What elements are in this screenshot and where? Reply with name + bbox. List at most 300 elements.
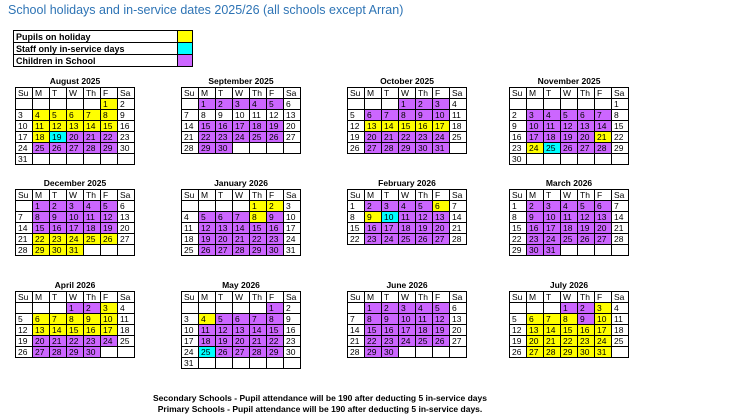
day-cell: 12: [348, 121, 365, 132]
day-cell: 28: [595, 143, 612, 154]
month-title: June 2026: [386, 280, 428, 290]
day-cell: 12: [510, 325, 527, 336]
day-cell: 4: [561, 201, 578, 212]
empty-day-cell: [595, 99, 612, 110]
legend: [13, 30, 193, 67]
day-cell: 20: [33, 336, 50, 347]
empty-day-cell: [284, 143, 301, 154]
day-cell: 18: [84, 223, 101, 234]
day-cell: 11: [399, 212, 416, 223]
day-cell: 14: [544, 325, 561, 336]
weekday-header: W: [561, 88, 578, 99]
empty-day-cell: [450, 143, 467, 154]
day-cell: 18: [612, 325, 629, 336]
empty-day-cell: [612, 347, 629, 358]
day-cell: 2: [216, 99, 233, 110]
day-cell: 8: [267, 314, 284, 325]
empty-day-cell: [33, 154, 50, 165]
day-cell: 17: [16, 132, 33, 143]
weekday-header: M: [199, 292, 216, 303]
day-cell: 23: [216, 132, 233, 143]
day-cell: 24: [67, 234, 84, 245]
empty-day-cell: [50, 99, 67, 110]
weekday-header: Su: [510, 190, 527, 201]
month-calendar: [509, 178, 629, 256]
day-cell: 25: [612, 336, 629, 347]
empty-day-cell: [84, 154, 101, 165]
day-cell: 1: [250, 201, 267, 212]
day-cell: 11: [84, 212, 101, 223]
day-cell: 26: [348, 143, 365, 154]
day-cell: 1: [612, 99, 629, 110]
empty-day-cell: [250, 143, 267, 154]
day-cell: 23: [50, 234, 67, 245]
month-grid: [15, 87, 135, 165]
day-cell: 2: [50, 201, 67, 212]
day-cell: 2: [118, 99, 135, 110]
day-cell: 18: [450, 121, 467, 132]
day-cell: 17: [182, 336, 199, 347]
day-cell: 28: [182, 143, 199, 154]
day-cell: 17: [233, 121, 250, 132]
day-cell: 7: [612, 201, 629, 212]
day-cell: 1: [267, 303, 284, 314]
day-cell: 4: [450, 99, 467, 110]
day-cell: 10: [544, 212, 561, 223]
weekday-header: Su: [348, 88, 365, 99]
day-cell: 23: [382, 336, 399, 347]
day-cell: 23: [416, 132, 433, 143]
day-cell: 9: [84, 314, 101, 325]
legend-label: Children in School: [14, 55, 178, 67]
empty-day-cell: [182, 201, 199, 212]
day-cell: 19: [561, 132, 578, 143]
day-cell: 21: [450, 223, 467, 234]
month-title: October 2025: [380, 76, 434, 86]
weekday-header: M: [365, 292, 382, 303]
day-cell: 3: [233, 99, 250, 110]
day-cell: 30: [510, 154, 527, 165]
day-cell: 6: [450, 303, 467, 314]
footer-secondary-note: Secondary Schools - Pupil attendance will be 190 after deducting 5 in-service days: [153, 393, 487, 403]
day-cell: 29: [101, 143, 118, 154]
day-cell: 13: [216, 223, 233, 234]
empty-day-cell: [348, 303, 365, 314]
day-cell: 6: [365, 110, 382, 121]
day-cell: 27: [284, 132, 301, 143]
day-cell: 1: [399, 99, 416, 110]
empty-day-cell: [16, 303, 33, 314]
day-cell: 14: [182, 121, 199, 132]
empty-day-cell: [216, 201, 233, 212]
day-cell: 25: [118, 336, 135, 347]
day-cell: 22: [67, 336, 84, 347]
weekday-header: Th: [578, 88, 595, 99]
weekday-header: Sa: [118, 190, 135, 201]
weekday-header: W: [67, 292, 84, 303]
day-cell: 5: [510, 314, 527, 325]
month-title: December 2025: [43, 178, 107, 188]
day-cell: 25: [450, 132, 467, 143]
empty-day-cell: [433, 347, 450, 358]
day-cell: 30: [118, 143, 135, 154]
weekday-header: W: [399, 88, 416, 99]
day-cell: 23: [365, 234, 382, 245]
weekday-header: Su: [510, 88, 527, 99]
day-cell: 4: [544, 110, 561, 121]
day-cell: 4: [118, 303, 135, 314]
weekday-header: Su: [16, 88, 33, 99]
day-cell: 12: [561, 121, 578, 132]
day-cell: 10: [595, 314, 612, 325]
day-cell: 20: [67, 132, 84, 143]
day-cell: 25: [182, 245, 199, 256]
weekday-header: Sa: [612, 88, 629, 99]
day-cell: 24: [233, 132, 250, 143]
day-cell: 3: [433, 99, 450, 110]
weekday-header: Th: [250, 292, 267, 303]
empty-day-cell: [233, 143, 250, 154]
weekday-header: Th: [84, 190, 101, 201]
day-cell: 26: [16, 347, 33, 358]
day-cell: 14: [250, 325, 267, 336]
legend-row-holiday: [14, 31, 193, 43]
empty-day-cell: [182, 99, 199, 110]
empty-day-cell: [527, 99, 544, 110]
day-cell: 15: [561, 325, 578, 336]
day-cell: 11: [199, 325, 216, 336]
day-cell: 27: [450, 336, 467, 347]
day-cell: 10: [527, 121, 544, 132]
day-cell: 6: [527, 314, 544, 325]
weekday-header: T: [216, 88, 233, 99]
day-cell: 29: [199, 143, 216, 154]
weekday-header: Su: [348, 292, 365, 303]
day-cell: 4: [199, 314, 216, 325]
weekday-header: M: [33, 292, 50, 303]
day-cell: 20: [433, 223, 450, 234]
day-cell: 15: [510, 223, 527, 234]
empty-day-cell: [544, 303, 561, 314]
month-calendar: [181, 76, 301, 154]
empty-day-cell: [33, 303, 50, 314]
month-grid: [509, 291, 629, 358]
weekday-header: T: [50, 190, 67, 201]
day-cell: 14: [348, 325, 365, 336]
day-cell: 5: [199, 212, 216, 223]
day-cell: 13: [284, 110, 301, 121]
day-cell: 30: [416, 143, 433, 154]
day-cell: 9: [50, 212, 67, 223]
day-cell: 4: [612, 303, 629, 314]
day-cell: 5: [433, 303, 450, 314]
day-cell: 5: [561, 110, 578, 121]
month-grid: [509, 87, 629, 165]
day-cell: 8: [399, 110, 416, 121]
weekday-header: Th: [416, 292, 433, 303]
day-cell: 7: [382, 110, 399, 121]
day-cell: 26: [50, 143, 67, 154]
month-grid: [509, 189, 629, 256]
weekday-header: Sa: [118, 292, 135, 303]
day-cell: 10: [182, 325, 199, 336]
day-cell: 25: [561, 234, 578, 245]
day-cell: 31: [544, 245, 561, 256]
day-cell: 21: [382, 132, 399, 143]
day-cell: 19: [416, 223, 433, 234]
day-cell: 15: [612, 121, 629, 132]
day-cell: 26: [510, 347, 527, 358]
day-cell: 7: [84, 110, 101, 121]
day-cell: 20: [284, 121, 301, 132]
day-cell: 31: [182, 358, 199, 369]
day-cell: 6: [67, 110, 84, 121]
day-cell: 3: [101, 303, 118, 314]
weekday-header: F: [433, 190, 450, 201]
day-cell: 30: [50, 245, 67, 256]
empty-day-cell: [250, 303, 267, 314]
day-cell: 12: [216, 325, 233, 336]
day-cell: 5: [578, 201, 595, 212]
empty-day-cell: [84, 99, 101, 110]
legend-label: Pupils on holiday: [14, 31, 178, 43]
month-grid: [347, 189, 467, 245]
month-title: February 2026: [378, 178, 436, 188]
day-cell: 4: [399, 201, 416, 212]
day-cell: 3: [527, 110, 544, 121]
day-cell: 24: [433, 132, 450, 143]
day-cell: 10: [67, 212, 84, 223]
day-cell: 23: [118, 132, 135, 143]
weekday-header: M: [527, 190, 544, 201]
day-cell: 18: [416, 325, 433, 336]
empty-day-cell: [578, 154, 595, 165]
day-cell: 26: [561, 143, 578, 154]
legend-swatch-school: [178, 55, 193, 67]
day-cell: 22: [399, 132, 416, 143]
day-cell: 10: [284, 212, 301, 223]
day-cell: 2: [267, 201, 284, 212]
day-cell: 31: [67, 245, 84, 256]
day-cell: 15: [399, 121, 416, 132]
day-cell: 27: [67, 143, 84, 154]
day-cell: 2: [84, 303, 101, 314]
day-cell: 23: [284, 336, 301, 347]
empty-day-cell: [284, 358, 301, 369]
day-cell: 19: [216, 336, 233, 347]
day-cell: 4: [33, 110, 50, 121]
day-cell: 24: [16, 143, 33, 154]
weekday-header: T: [50, 292, 67, 303]
weekday-header: T: [216, 190, 233, 201]
day-cell: 24: [182, 347, 199, 358]
legend-swatch-inservice: [178, 43, 193, 55]
day-cell: 9: [118, 110, 135, 121]
day-cell: 15: [250, 223, 267, 234]
weekday-header: M: [365, 190, 382, 201]
empty-day-cell: [612, 245, 629, 256]
day-cell: 21: [16, 234, 33, 245]
day-cell: 14: [595, 121, 612, 132]
day-cell: 3: [67, 201, 84, 212]
day-cell: 2: [365, 201, 382, 212]
day-cell: 21: [233, 234, 250, 245]
day-cell: 28: [382, 143, 399, 154]
weekday-header: M: [527, 292, 544, 303]
empty-day-cell: [101, 347, 118, 358]
empty-day-cell: [67, 154, 84, 165]
day-cell: 12: [267, 110, 284, 121]
empty-day-cell: [561, 99, 578, 110]
day-cell: 16: [118, 121, 135, 132]
day-cell: 24: [284, 234, 301, 245]
day-cell: 4: [84, 201, 101, 212]
day-cell: 30: [84, 347, 101, 358]
day-cell: 11: [250, 110, 267, 121]
day-cell: 30: [382, 347, 399, 358]
day-cell: 17: [527, 132, 544, 143]
weekday-header: Th: [250, 88, 267, 99]
day-cell: 24: [399, 336, 416, 347]
empty-day-cell: [578, 245, 595, 256]
day-cell: 6: [118, 201, 135, 212]
day-cell: 13: [595, 212, 612, 223]
day-cell: 9: [365, 212, 382, 223]
day-cell: 6: [284, 99, 301, 110]
month-calendar: [15, 76, 135, 165]
day-cell: 22: [612, 132, 629, 143]
day-cell: 13: [33, 325, 50, 336]
weekday-header: Th: [84, 88, 101, 99]
weekday-header: T: [544, 190, 561, 201]
day-cell: 18: [199, 336, 216, 347]
day-cell: 25: [84, 234, 101, 245]
day-cell: 20: [527, 336, 544, 347]
weekday-header: T: [544, 292, 561, 303]
day-cell: 17: [101, 325, 118, 336]
day-cell: 11: [33, 121, 50, 132]
day-cell: 21: [182, 132, 199, 143]
day-cell: 30: [284, 347, 301, 358]
weekday-header: T: [382, 292, 399, 303]
day-cell: 22: [561, 336, 578, 347]
day-cell: 11: [182, 223, 199, 234]
day-cell: 6: [595, 201, 612, 212]
empty-day-cell: [527, 303, 544, 314]
day-cell: 17: [382, 223, 399, 234]
day-cell: 15: [101, 121, 118, 132]
month-calendar: [181, 178, 301, 256]
day-cell: 19: [199, 234, 216, 245]
weekday-header: M: [199, 190, 216, 201]
day-cell: 8: [510, 212, 527, 223]
day-cell: 28: [450, 234, 467, 245]
empty-day-cell: [348, 99, 365, 110]
day-cell: 9: [527, 212, 544, 223]
weekday-header: Sa: [118, 88, 135, 99]
month-title: April 2026: [54, 280, 96, 290]
weekday-header: W: [561, 190, 578, 201]
day-cell: 15: [33, 223, 50, 234]
month-grid: [347, 291, 467, 358]
weekday-header: Su: [348, 190, 365, 201]
day-cell: 25: [416, 336, 433, 347]
empty-day-cell: [267, 358, 284, 369]
month-grid: [15, 291, 135, 358]
day-cell: 29: [510, 245, 527, 256]
month-title: September 2025: [208, 76, 274, 86]
day-cell: 8: [612, 110, 629, 121]
day-cell: 31: [595, 347, 612, 358]
day-cell: 16: [416, 121, 433, 132]
day-cell: 8: [199, 110, 216, 121]
empty-day-cell: [544, 154, 561, 165]
day-cell: 4: [416, 303, 433, 314]
empty-day-cell: [365, 99, 382, 110]
weekday-header: Th: [578, 190, 595, 201]
day-cell: 18: [182, 234, 199, 245]
day-cell: 7: [50, 314, 67, 325]
month-calendar: [347, 178, 467, 245]
empty-day-cell: [233, 358, 250, 369]
day-cell: 8: [561, 314, 578, 325]
day-cell: 21: [612, 223, 629, 234]
empty-day-cell: [101, 245, 118, 256]
day-cell: 1: [365, 303, 382, 314]
day-cell: 15: [199, 121, 216, 132]
day-cell: 28: [16, 245, 33, 256]
month-grid: [347, 87, 467, 154]
empty-day-cell: [118, 154, 135, 165]
day-cell: 19: [578, 223, 595, 234]
day-cell: 2: [382, 303, 399, 314]
day-cell: 12: [50, 121, 67, 132]
weekday-header: Sa: [450, 190, 467, 201]
day-cell: 24: [527, 143, 544, 154]
weekday-header: Su: [16, 190, 33, 201]
day-cell: 11: [416, 314, 433, 325]
day-cell: 8: [33, 212, 50, 223]
day-cell: 9: [284, 314, 301, 325]
empty-day-cell: [510, 99, 527, 110]
day-cell: 22: [199, 132, 216, 143]
weekday-header: Sa: [612, 292, 629, 303]
empty-day-cell: [216, 303, 233, 314]
day-cell: 27: [527, 347, 544, 358]
day-cell: 19: [433, 325, 450, 336]
day-cell: 12: [578, 212, 595, 223]
day-cell: 5: [50, 110, 67, 121]
month-calendar: [347, 280, 467, 358]
weekday-header: T: [382, 190, 399, 201]
day-cell: 9: [416, 110, 433, 121]
day-cell: 7: [544, 314, 561, 325]
day-cell: 11: [544, 121, 561, 132]
day-cell: 16: [50, 223, 67, 234]
day-cell: 20: [118, 223, 135, 234]
day-cell: 14: [233, 223, 250, 234]
day-cell: 8: [250, 212, 267, 223]
day-cell: 23: [267, 234, 284, 245]
day-cell: 28: [50, 347, 67, 358]
month-grid: [181, 189, 301, 256]
day-cell: 14: [50, 325, 67, 336]
day-cell: 29: [365, 347, 382, 358]
day-cell: 4: [182, 212, 199, 223]
day-cell: 26: [101, 234, 118, 245]
empty-day-cell: [612, 154, 629, 165]
empty-day-cell: [450, 347, 467, 358]
